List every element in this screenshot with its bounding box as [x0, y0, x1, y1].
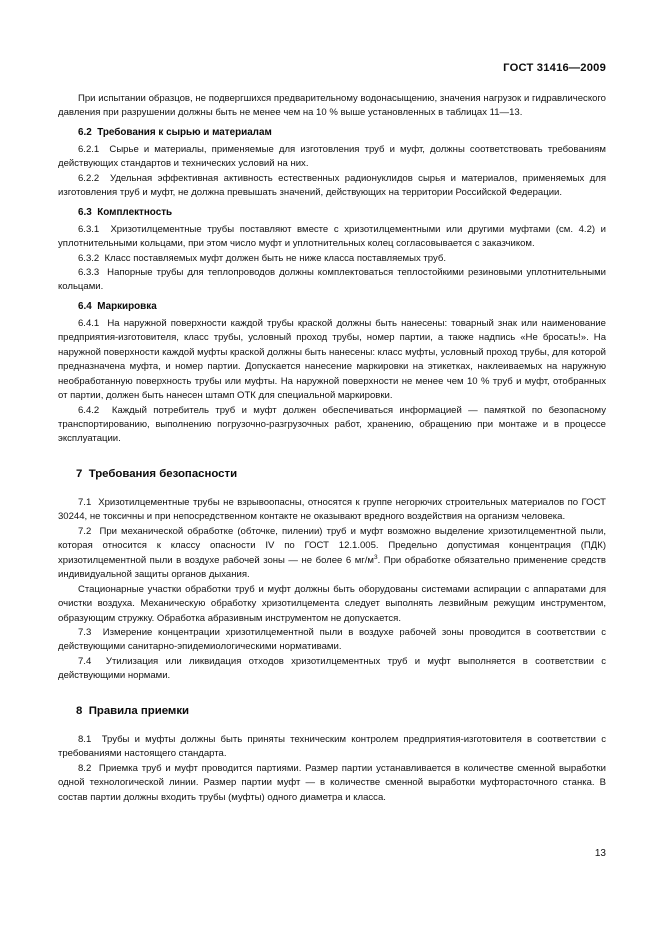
para-6-2-2: [58, 172, 606, 201]
clause-number: 8.1: [78, 733, 92, 745]
vertical-spacer: [58, 482, 606, 496]
heading-text: Комплектность: [97, 206, 173, 218]
para-7-3: [58, 626, 606, 655]
clause-text: Сырье и материалы, применяемые для изготовления труб и муфт, должны соответствовать требованиям действующих стандартов и технических условий на них.: [58, 143, 606, 170]
para-7-2-continued: [58, 583, 606, 626]
vertical-spacer: [58, 447, 606, 466]
heading-6-3: [58, 206, 606, 220]
document-body: [58, 92, 606, 805]
clause-number: 7.3: [78, 627, 92, 638]
para-7-2: [58, 525, 606, 583]
clause-text: Стационарные участки обработки труб и муфт должны быть оборудованы системами аспирации с аппаратами для очистки воздуха. Механическую обработку хризотилцемента следует выполнять лезвийным режущим инструментом, образующим стружку. Обработка абразивным инструментом не допускается.: [58, 583, 606, 624]
clause-text: Приемка труб и муфт проводится партиями. Размер партии устанавливается в количестве сменной выработки одной технологической линии. Размер партии муфт — в количестве сменной выработки муфторасточного станка. В состав партии должны входить трубы (муфты) одного диаметра и класса.: [58, 762, 606, 803]
clause-text: При механической обработке (обточке, пилении) труб и муфт возможно выделение хризотилцементной пыли, которая относится к классу опасности IV по ГОСТ 12.1.005. Предельно допустимая концентрация (ПДК) хризотилцементной пыли в воздухе рабочей зоны — не более 6 мг/м: [58, 525, 606, 566]
para-8-1: [58, 733, 606, 762]
clause-text: Напорные трубы для теплопроводов должны комплектоваться теплостойкими резиновыми уплотнительными кольцами.: [58, 266, 606, 293]
clause-number: 7.1: [78, 496, 92, 508]
clause-text: Хризотилцементные трубы поставляют вместе с хризотилцементными или другими муфтами (см. 4.2) и уплотнительными кольцами, при этом число муфт и уплотнительных колец согласовывается с заказчиком.: [58, 223, 606, 250]
clause-number: 6.3.3: [78, 266, 100, 278]
page-number: 13: [594, 848, 606, 859]
clause-number: 6.2: [78, 126, 92, 138]
heading-6-4: [58, 300, 606, 314]
clause-number: 6.4.1: [78, 317, 100, 329]
clause-text-continued: . При обработке обязательно применение средств индивидуальной защиты органов дыхания.: [58, 554, 606, 581]
para-7-1: [58, 496, 606, 525]
clause-number: 6.2.1: [78, 143, 100, 155]
running-header-standard-number: ГОСТ 31416—2009: [503, 62, 606, 74]
para-6-2-1: [58, 143, 606, 172]
clause-text: Утилизация или ликвидация отходов хризотилцементных труб и муфт выполняется в соответствии с действующими нормами.: [58, 655, 606, 682]
vertical-spacer: [58, 719, 606, 733]
heading-text: Правила приемки: [88, 704, 190, 717]
clause-text: При испытании образцов, не подвергшихся предварительному водонасыщению, значения нагрузок и гидравлического давления при разрушении должны быть не менее чем на 10 % выше установленных в таблицах 11—13.: [58, 93, 606, 119]
clause-text: Трубы и муфты должны быть приняты техническим контролем предприятия-изготовителя в соответствии с требованиями настоящего стандарта.: [58, 733, 606, 760]
para-6-3-1: [58, 223, 606, 252]
clause-text: Каждый потребитель труб и муфт должен обеспечиваться информацией — памяткой по безопасному транспортированию, выполнению погрузочно-разгрузочных работ, хранению, обращению при монтаже и в процессе эксплуатации.: [58, 404, 606, 445]
clause-text: На наружной поверхности каждой трубы краской должны быть нанесены: товарный знак или наименование предприятия-изготовителя, класс трубы, условный проход трубы, номер партии, а также надпись «Не бросать!». На наружной поверхности каждой муфты краской должны быть нанесены: класс муфты, условный проход трубы, для которой предназначена муфта, и номер партии. Допускается нанесение маркировки на этикетках, наклеиваемых на наружную необработанную поверхность трубы или муфты. На наружной поверхности не менее чем 10 % труб и муфт, отобранных от партии, должен быть нанесен штамп ОТК для специальной маркировки.: [58, 317, 606, 402]
clause-number: 8.2: [78, 762, 92, 774]
clause-number: 6.3.2: [78, 252, 100, 264]
para-intro-water-saturation: [58, 92, 606, 121]
clause-number: 6.2.2: [78, 172, 100, 184]
clause-number: 8: [76, 704, 83, 717]
clause-number: 7.4: [78, 655, 92, 667]
para-7-4: [58, 655, 606, 684]
para-6-4-2: [58, 404, 606, 447]
para-8-2: [58, 762, 606, 805]
clause-text: Хризотилцементные трубы не взрывоопасны, относятся к группе негорючих строительных материалов по ГОСТ 30244, не токсичны и при непосредственном контакте не оказывают вредного воздействия на организм человека.: [58, 496, 606, 523]
heading-text: Требования безопасности: [88, 467, 238, 480]
heading-6-2: [58, 126, 606, 140]
clause-number: 7: [76, 467, 83, 480]
para-6-3-3: [58, 266, 606, 295]
para-6-4-1: [58, 317, 606, 404]
clause-text: Класс поставляемых муфт должен быть не ниже класса поставляемых труб.: [104, 252, 446, 264]
clause-number: 6.4: [78, 300, 92, 312]
clause-text: Измерение концентрации хризотилцементной пыли в воздухе рабочей зоны проводится в соответствии с действующими санитарно-эпидемиологическими нормативами.: [58, 627, 606, 653]
heading-text: Требования к сырью и материалам: [97, 126, 272, 138]
clause-number: 7.2: [78, 525, 92, 537]
clause-number: 6.3: [78, 206, 92, 218]
vertical-spacer: [58, 684, 606, 703]
heading-section-8: [58, 703, 606, 719]
clause-text: Удельная эффективная активность естественных радионуклидов сырья и материалов, применяемых для изготовления труб и муфт, не должна превышать значений, действующих на территории Российской Федерации.: [58, 172, 606, 199]
clause-number: 6.3.1: [78, 223, 100, 235]
superscript-exponent: 3: [373, 553, 378, 561]
heading-text: Маркировка: [97, 300, 157, 312]
heading-section-7: [58, 466, 606, 482]
para-6-3-2: [58, 252, 606, 266]
clause-number: 6.4.2: [78, 404, 100, 416]
